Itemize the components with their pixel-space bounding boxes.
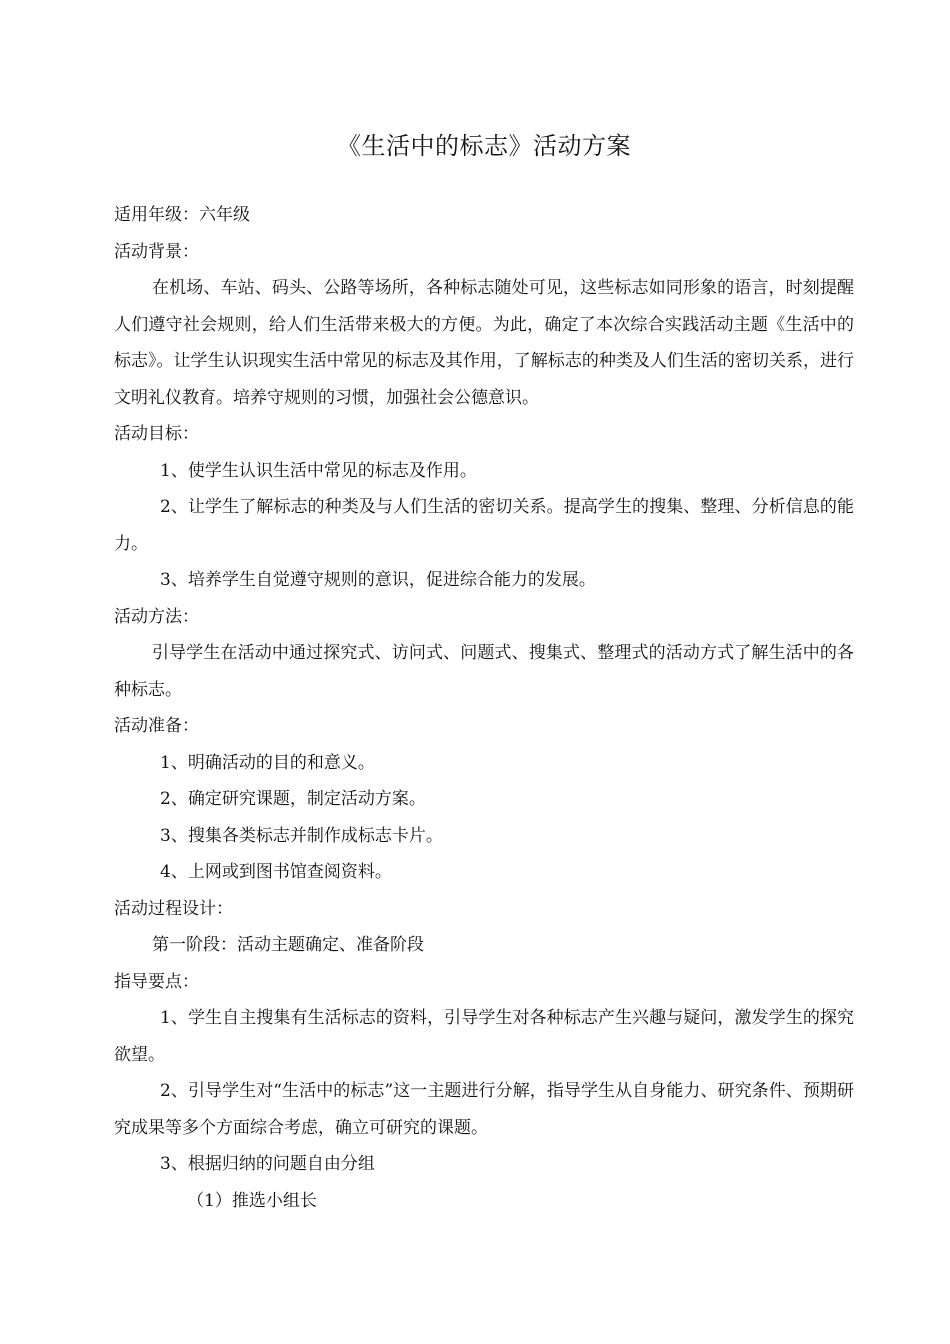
goals-heading: 活动目标： xyxy=(114,424,199,444)
background-paragraph: 在机场、车站、码头、公路等场所，各种标志随处可见，这些标志如同形象的语言，时刻提醒人们遵守社会规则，给人们生活带来极大的方便。为此，确定了本次综合实践活动主题《生活中的标志》。让学生认识现实生活中常见的标志及其作用，了解标志的种类及人们生活的密切关系，进行文明礼仪教育。培养守规则的习惯，加强社会公德意识。 xyxy=(114,278,854,408)
guidance-item: 1、学生自主搜集有生活标志的资料，引导学生对各种标志产生兴趣与疑问，激发学生的探究欲望。 xyxy=(114,1008,854,1065)
guidance-heading: 指导要点： xyxy=(114,971,199,992)
document-body xyxy=(114,197,854,1219)
preparation-heading: 活动准备： xyxy=(114,716,199,736)
preparation-item: 4、上网或到图书馆查阅资料。 xyxy=(160,862,392,882)
process-heading: 活动过程设计： xyxy=(114,898,233,919)
background-heading: 活动背景： xyxy=(114,241,199,262)
methods-paragraph: 引导学生在活动中通过探究式、访问式、问题式、搜集式、整理式的活动方式了解生活中的各种标志。 xyxy=(114,643,854,700)
preparation-item: 2、确定研究课题，制定活动方案。 xyxy=(160,789,426,809)
preparation-item: 1、明确活动的目的和意义。 xyxy=(160,752,375,773)
guidance-item: 2、引导学生对“生活中的标志”这一主题进行分解，指导学生从自身能力、研究条件、预期研究成果等多个方面综合考虑，确立可研究的课题。 xyxy=(114,1081,854,1138)
goal-item: 3、培养学生自觉遵守规则的意识，促进综合能力的发展。 xyxy=(160,570,596,590)
grade-line: 适用年级：六年级 xyxy=(114,205,250,225)
guidance-item: 3、根据归纳的问题自由分组 xyxy=(160,1154,375,1174)
preparation-item: 3、搜集各类标志并制作成标志卡片。 xyxy=(160,825,443,846)
goal-item: 1、使学生认识生活中常见的标志及作用。 xyxy=(160,460,477,481)
methods-heading: 活动方法： xyxy=(114,606,199,627)
guidance-sub-item: （1）推选小组长 xyxy=(187,1190,317,1211)
stage-one-line: 第一阶段：活动主题确定、准备阶段 xyxy=(152,935,424,955)
goal-item: 2、让学生了解标志的种类及与人们生活的密切关系。提高学生的搜集、整理、分析信息的能力。 xyxy=(114,497,854,554)
document-title: 《生活中的标志》活动方案 xyxy=(337,132,631,160)
